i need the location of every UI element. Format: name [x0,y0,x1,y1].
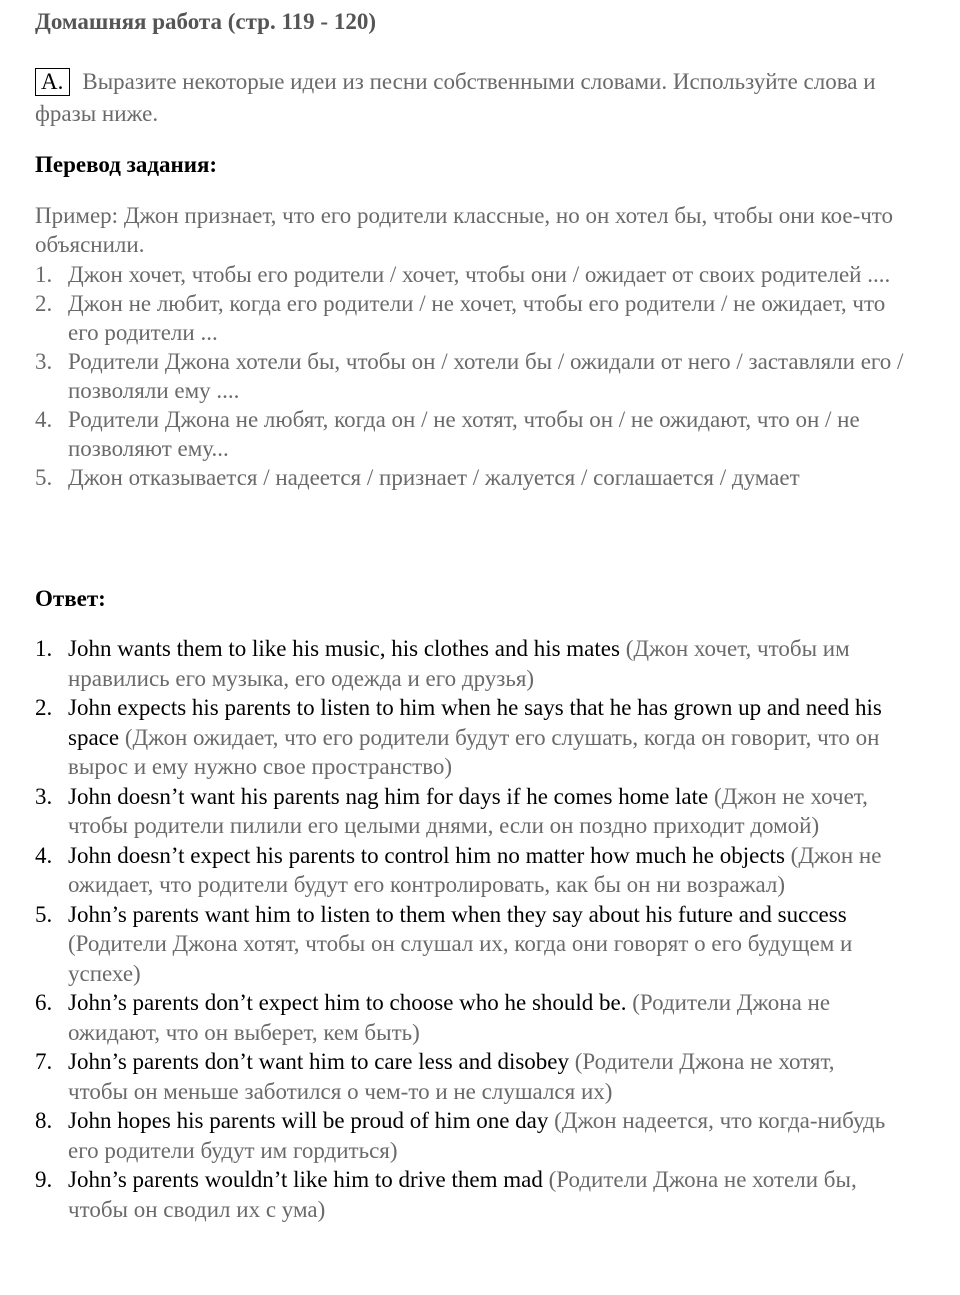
answer-russian: (Джон не хочет, чтобы родители пилили его целыми днями, если он поздно приходит домой) [68,783,868,838]
item-number: 5. [35,901,53,927]
answer-heading: Ответ: [35,586,106,611]
answer-item [35,900,900,989]
answer-russian: (Джон надеется, что когда-нибудь его родители будут им гордиться) [68,1108,886,1163]
answer-english: John hopes his parents will be proud of him one day [68,1108,555,1133]
answer-item [35,634,900,693]
answer-english: John wants them to like his music, his clothes and his mates [68,636,626,661]
answer-item [35,841,900,900]
answer-russian: (Родители Джона хотят, чтобы он слушал их, когда они говорят о его будущем и успехе) [68,931,853,986]
task-letter-box: A. [35,68,70,96]
answer-item [35,1106,900,1165]
answer-english: John expects his parents to listen to him when he says that he has grown up and need his space [68,695,882,750]
answer-item [35,782,900,841]
item-number: 1. [35,262,53,287]
task-text: Выразите некоторые идеи из песни собственными словами. Используйте слова и фразы ниже. [35,69,876,126]
translation-list [35,260,915,492]
translation-heading: Перевод задания: [35,152,218,177]
translation-item [35,347,915,405]
item-number: 2. [35,291,53,316]
page-title: Домашняя работа (стр. 119 - 120) [35,9,377,34]
translation-item [35,260,915,289]
answer-russian: (Родители Джона не хотели бы, чтобы он сводил их с ума) [68,1167,857,1222]
answer-list [35,634,900,1224]
answer-english: John doesn’t expect his parents to control him no matter how much he objects [68,842,791,868]
answer-russian: (Джон ожидает, что его родители будут его слушать, когда он говорит, что он вырос и ему нужно свое пространство) [68,724,880,779]
answer-english: John’s parents don’t expect him to choose who he should be. [68,990,633,1015]
answer-english: John’s parents don’t want him to care less and disobey [68,1049,575,1074]
translation-item [35,289,915,347]
item-number: 9. [35,1167,53,1192]
task-instruction [35,66,915,130]
translation-item [35,463,915,492]
item-number: 3. [35,783,53,809]
answer-item [35,1165,900,1224]
answer-english: John’s parents want him to listen to them when they say about his future and success [68,901,847,927]
answer-russian: (Родители Джона не ожидают, что он выберет, кем быть) [68,990,831,1045]
answer-russian: (Родители Джона не хотят, чтобы он меньше заботился о чем-то и не слушался их) [68,1049,835,1104]
translation-item [35,405,915,463]
answer-item [35,1047,900,1106]
answer-item [35,693,900,782]
item-text: Джон хочет, чтобы его родители / хочет, чтобы они / ожидает от своих родителей .... [68,262,891,287]
answer-russian: (Джон не ожидает, что родители будут его контролировать, как бы он ни возражал) [68,842,882,897]
item-text: Родители Джона хотели бы, чтобы он / хотели бы / ожидали от него / заставляли его / позволяли ему .... [68,349,904,403]
item-number: 2. [35,695,53,720]
answer-english: John doesn’t want his parents nag him for days if he comes home late [68,783,714,809]
item-number: 6. [35,990,53,1015]
answer-english: John’s parents wouldn’t like him to drive them mad [68,1167,549,1192]
answer-item [35,988,900,1047]
item-number: 1. [35,636,53,661]
translation-example: Пример: Джон признает, что его родители классные, но он хотел бы, чтобы они кое-что объяснили. [35,203,894,257]
item-number: 4. [35,842,53,868]
item-number: 8. [35,1108,53,1133]
item-number: 4. [35,407,53,432]
item-text: Джон отказывается / надеется / признает / жалуется / соглашается / думает [68,465,800,490]
item-number: 7. [35,1049,53,1074]
item-text: Джон не любит, когда его родители / не хочет, чтобы его родители / не ожидает, что его родители ... [68,291,886,345]
item-text: Родители Джона не любят, когда он / не хотят, чтобы он / не ожидают, что он / не позволяют ему... [68,407,860,461]
answer-russian: (Джон хочет, чтобы им нравились его музыка, его одежда и его друзья) [68,636,850,691]
item-number: 5. [35,465,53,490]
item-number: 3. [35,349,53,374]
